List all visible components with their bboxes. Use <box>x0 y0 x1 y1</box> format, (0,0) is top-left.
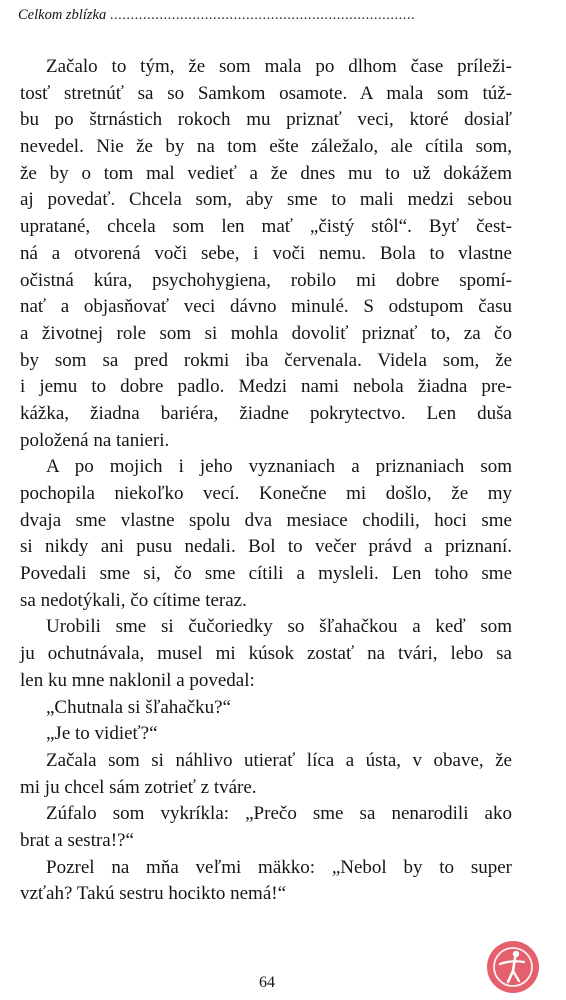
paragraph <box>20 614 512 694</box>
text-line: Zúfalo som vykríkla: „Prečo sme sa nenarodili ako <box>46 803 512 825</box>
text-line: položená na tanieri. <box>20 429 170 451</box>
page-number: 64 <box>259 974 275 991</box>
text-line: ju ochutnávala, musel mi kúsok zostať na tvári, lebo sa <box>20 643 512 665</box>
text-line: že by o tom mal vedieť a že dnes mu to už dokážem <box>20 162 512 184</box>
text-line: A po mojich i jeho vyznaniach a priznaniach som <box>46 456 512 478</box>
body-text <box>20 54 512 908</box>
text-line: nevedel. Nie že by na tom ešte záležalo, ale cítila som, <box>20 136 512 158</box>
running-head-leader: .......................................................................... <box>109 7 416 23</box>
paragraph <box>20 54 512 454</box>
text-line: brat a sestra!?“ <box>20 829 134 851</box>
text-line: mi ju chcel sám zotrieť z tváre. <box>20 776 257 798</box>
text-line: ná a otvorená voči sebe, i voči nemu. Bola to vlastne <box>20 242 512 264</box>
text-line: i jemu to dobre padlo. Medzi nami nebola žiadna pre- <box>20 376 512 398</box>
paragraph <box>20 801 512 854</box>
text-line: Povedali sme si, čo sme cítili a mysleli. Len toho sme <box>20 563 512 585</box>
text-line: dvaja sme vlastne spolu dva mesiace chodili, hoci sme <box>20 509 512 531</box>
text-line: nať a objasňovať veci dávno minulé. S odstupom času <box>20 296 512 318</box>
text-line: tosť stretnúť sa so Samkom osamote. A mala som túž- <box>20 82 512 104</box>
text-line: len ku mne naklonil a povedal: <box>20 669 255 691</box>
text-line: si nikdy ani pusu nedali. Bol to večer právd a priznaní. <box>20 536 512 558</box>
text-line: sa nedotýkali, čo cítime teraz. <box>20 589 247 611</box>
paragraph <box>20 695 512 722</box>
running-title: Celkom zblízka <box>18 7 107 23</box>
text-line: vzťah? Takú sestru hocikto nemá!“ <box>20 883 287 905</box>
text-line: „Chutnala si šľahačku?“ <box>46 696 231 718</box>
text-line: Začala som si náhlivo utierať líca a ústa, v obave, že <box>46 749 512 771</box>
text-line: kážka, žiadna bariéra, žiadne pokrytectvo. Len duša <box>20 402 512 424</box>
text-line: Začalo to tým, že som mala po dlhom čase príleži- <box>46 56 512 77</box>
paragraph <box>20 454 512 614</box>
paragraph <box>20 748 512 801</box>
text-line: by som sa pred rokmi iba červenala. Videla som, že <box>20 349 512 371</box>
text-line: očistná kúra, psychohygiena, robilo mi dobre spomí- <box>20 269 512 291</box>
paragraph <box>20 721 512 748</box>
text-line: upratané, chcela som len mať „čistý stôl“. Byť čest- <box>20 216 512 238</box>
text-line: Pozrel na mňa veľmi mäkko: „Nebol by to super <box>46 856 512 878</box>
text-line: aj povedať. Chcela som, aby sme to mali medzi sebou <box>20 189 512 211</box>
text-line: bu po štrnástich rokoch mu priznať veci, ktoré dosiaľ <box>20 109 512 131</box>
running-head <box>18 6 508 24</box>
text-line: Urobili sme si čučoriedky so šľahačkou a keď som <box>46 616 512 638</box>
text-line: a životnej role som si mohla dovoliť priznať to, za čo <box>20 322 512 344</box>
text-line: pochopila niekoľko vecí. Konečne mi došlo, že my <box>20 483 512 504</box>
text-line: „Je to vidieť?“ <box>46 723 158 745</box>
publisher-logo-icon <box>486 940 540 994</box>
paragraph <box>20 855 512 908</box>
